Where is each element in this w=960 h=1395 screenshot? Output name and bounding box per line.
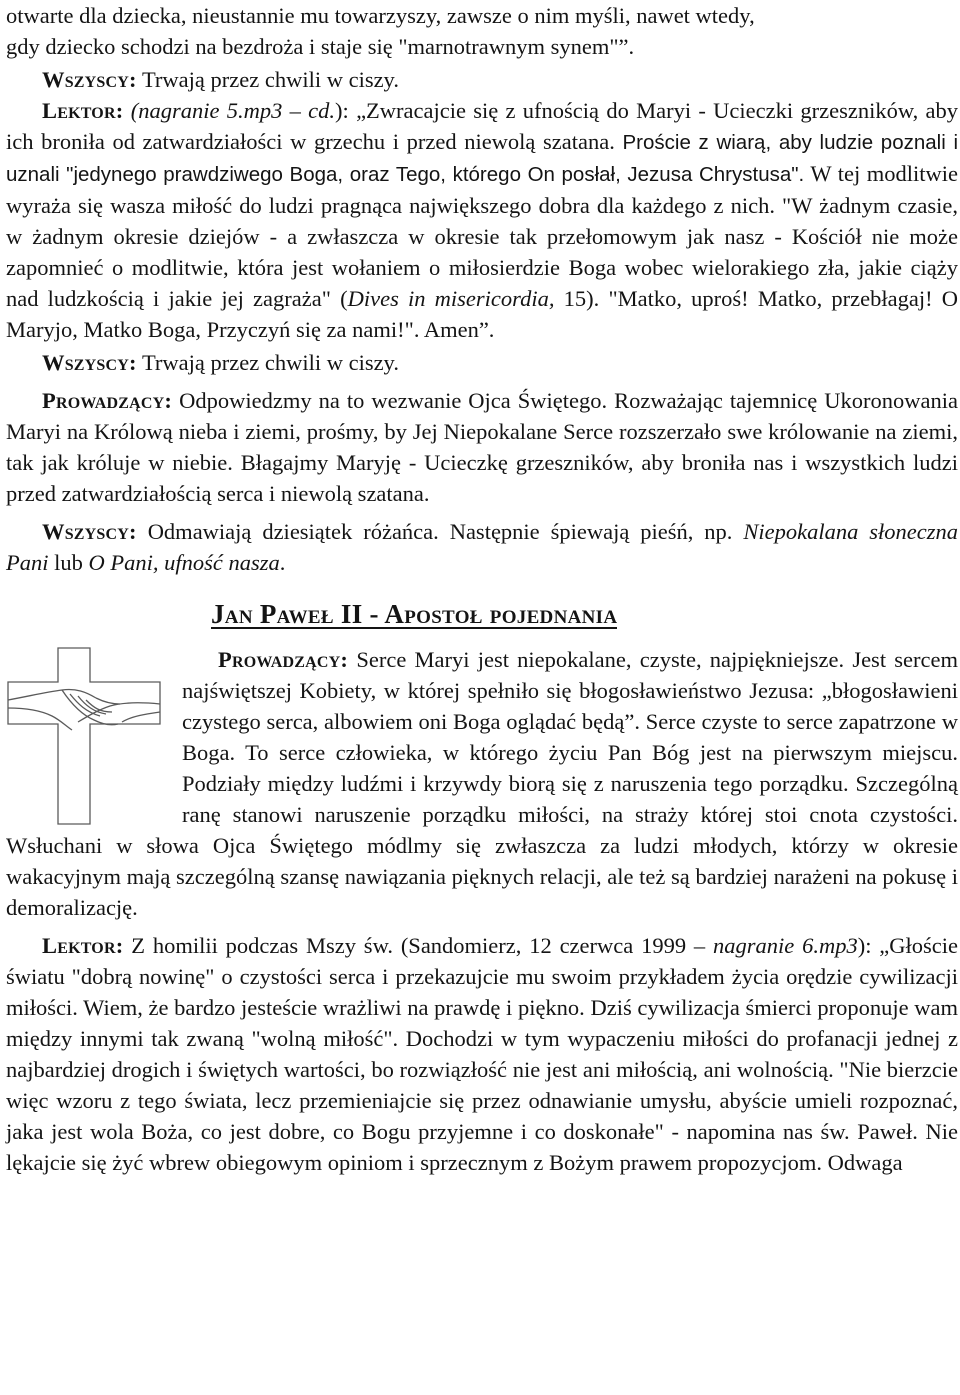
speaker-label: Wszyscy xyxy=(42,350,130,375)
speaker-label: Lektor xyxy=(42,933,116,958)
stage-direction: Trwają przez chwili w ciszy. xyxy=(141,67,399,92)
source-note: Z homilii podczas Mszy św. (Sandomierz, 12 czerwca 1999 – xyxy=(131,933,706,958)
song-separator: lub xyxy=(54,550,83,575)
all-silence-1: Wszyscy: Trwają przez chwili w ciszy. xyxy=(42,67,399,92)
speaker-label: Prowadzący xyxy=(218,647,341,672)
reader-paragraph: Lektor: (nagranie 5.mp3 – cd.): „Zwracajcie się z ufnością do Maryi - Ucieczki grzeszników, aby ich broniła od zatwardziałości w grzechu i przed niewolą szatana. Proście z wiarą, aby ludzie poznali i uznali "jedynego prawdziwego Boga, oraz Tego, którego On posłał, Jezusa Chrystusa". W tej modlitwie wyraża się wasza miłość do ludzi pragnąca największego dobra dla każdego z nich. "W żadnym czasie, w żadnym okresie dziejów - a zwłaszcza w okresie tak przełomowym jak nasz - Kościół nie może zapomnieć o modlitwie, która jest wołaniem o miłosierdzie Boga wobec wielorakiego zła, jakie ciąży nad ludzkością i jakie jej zagraża" (Dives in misericordia, 15). "Matko, uproś! Matko, przebłagaj! O Maryjo, Matko Boga, Przyczyń się za nami!". Amen”. xyxy=(6,98,959,342)
intro-paragraph xyxy=(6,0,958,62)
recording-note: nagranie 6.mp3 xyxy=(713,933,858,958)
stage-direction: Trwają przez chwili w ciszy. xyxy=(141,350,399,375)
quote-part-3: W tej modlitwie wyraża się wasza miłość do ludzi pragnąca największego dobra dla każdego z nich. "W żadnym czasie, w żadnym okresie dziejów - a zwłaszcza w okresie tak przełomowym jak nasz - Kościół nie może zapomnieć o modlitwie, która jest wołaniem o miłosierdzie Boga wobec wielorakiego zła, jakie ciąży nad ludzkością i jakie jej zagraża" ( xyxy=(6,161,958,311)
leader-paragraph-2: Prowadzący: Serce Maryi jest niepokalane, czyste, najpiękniejsze. Jest sercem najświętszej Kobiety, w której spełniło się błogosławieństwo Jezusa: „błogosławieni czystego serca, albowiem oni Boga oglądać będą”. Serce czyste to serce zapatrzone w Boga. To serce człowieka, w którego życiu Pan Bóg jest na pierwszym miejscu. Podziały między ludźmi i krzywdy biorą się z naruszenia tego porządku. Szczególną ranę stanowi naruszenie porządku miłości, na straży której stoi cnota czystości. Wsłuchani w słowa Ojca Świętego módlmy się zwłaszcza za ludzi młodych, którzy w okresie wakacyjnym mają szczególną szansę nawiązania pięknych relacji, ale też są bardziej narażeni na pokusę i demoralizację. xyxy=(6,647,958,920)
quote-part-4: 15). "Matko, uproś! Matko, przebłagaj! O Maryjo, Matko Boga, Przyczyń się za nami!". Amen”. xyxy=(6,286,959,342)
recording-note: (nagranie 5.mp3 – cd. xyxy=(130,98,336,123)
leader-paragraph: Prowadzący: Odpowiedzmy na to wezwanie Ojca Świętego. Rozważając tajemnicę Ukoronowania Maryi na Królową nieba i ziemi, prośmy, by Jej Niepokalane Serce rozszerzało swe królowanie na ziemi, tak jak króluje w niebie. Błagajmy Maryję - Ucieczkę grzeszników, aby broniła nas i wszystkich ludzi przed zatwardziałością serca i niewolą szatana. xyxy=(6,388,959,506)
stage-direction: Odmawiają dziesiątek różańca. Następnie śpiewają pieśń, np. xyxy=(147,519,733,544)
speaker-label: Lektor xyxy=(42,98,116,123)
song-title-1: Niepokalana słoneczna Pani xyxy=(6,519,959,575)
speaker-label: Prowadzący xyxy=(42,388,165,413)
section-title-text: Jan Paweł II - Apostoł pojednania xyxy=(211,599,618,629)
all-rosary-paragraph: Wszyscy: Odmawiają dziesiątek różańca. Następnie śpiewają pieśń, np. Niepokalana słoneczna Pani lub O Pani, ufność nasza. xyxy=(6,519,959,575)
intro-line-1: otwarte dla dziecka, nieustannie mu towarzyszy, zawsze o nim myśli, nawet wtedy, xyxy=(6,3,755,28)
leader-text: Serce Maryi jest niepokalane, czyste, najpiękniejsze. Jest sercem najświętszej Kobiety, w której spełniło się błogosławieństwo Jezusa: „błogosławieni czystego serca, albowiem oni Boga oglądać będą”. Serce czyste to serce zapatrzone w Boga. To serce człowieka, w którego życiu Pan Bóg jest na pierwszym miejscu. Podziały między ludźmi i krzywdy biorą się z naruszenia tego porządku. Szczególną ranę stanowi naruszenie porządku miłości, na straży której stoi cnota czystości. Wsłuchani w słowa Ojca Świętego módlmy się zwłaszcza za ludzi młodych, którzy w okresie wakacyjnym mają szczególną szansę nawiązania pięknych relacji, ale też są bardziej narażeni na pokusę i demoralizację. xyxy=(6,647,958,920)
leader-text: Odpowiedzmy na to wezwanie Ojca Świętego. Rozważając tajemnicę Ukoronowania Maryi na Królową nieba i ziemi, prośmy, by Jej Niepokalane Serce rozszerzało swe królowanie na ziemi, tak jak króluje w niebie. Błagajmy Maryję - Ucieczkę grzeszników, aby broniła nas i wszystkich ludzi przed zatwardziałością serca i niewolą szatana. xyxy=(6,388,959,506)
speaker-label: Wszyscy xyxy=(42,519,130,544)
encyclical-title: Dives in misericordia, xyxy=(347,286,555,311)
cross-handshake-icon xyxy=(0,642,176,826)
homily-quote: ): „Głoście światu "dobrą nowinę" o czystości serca i przekazujcie mu swoim przykładem życia orędzie cywilizacji miłości. Wiem, że bardzo jesteście wrażliwi na prawdę i piękno. Dziś cywilizacja śmierci proponuje wam między innymi tak zwaną "wolną miłość". Dochodzi w tym wypaczeniu miłości do profanacji jednej z najbardziej drogich i świętych wartości, bo rozwiązłość nie jest ani miłością, ani wolnością. "Nie bierzcie więc wzoru z tego świata, lecz przemieniajcie się przez odnawianie umysłu, abyście umieli rozpoznać, jaka jest wola Boża, co jest dobre, co Bogu przyjemne i co doskonałe" - napomina nas św. Paweł. Nie lękajcie się żyć wbrew obiegowym opiniom i sprzecznym z Bożym prawem propozycjom. Odwaga xyxy=(6,933,958,1175)
intro-line-2: gdy dziecko schodzi na bezdroża i staje się "marnotrawnym synem"”. xyxy=(6,34,635,59)
quote-part-2: Proście z wiarą, aby ludzie poznali i uznali "jedynego prawdziwego Boga, oraz Tego, którego On posłał, Jezusa Chrystusa". xyxy=(6,131,958,186)
all-silence-2: Wszyscy: Trwają przez chwili w ciszy. xyxy=(42,350,399,375)
speaker-label: Wszyscy xyxy=(42,67,130,92)
quote-part-1: ): „Zwracajcie się z ufnością do Maryi - Ucieczki grzeszników, aby ich broniła od zatwardziałości w grzechu i przed niewolą szatana. xyxy=(6,98,959,154)
reader-paragraph-2: Lektor: Z homilii podczas Mszy św. (Sandomierz, 12 czerwca 1999 – nagranie 6.mp3): „Głoście światu "dobrą nowinę" o czystości serca i przekazujcie mu swoim przykładem życia orędzie cywilizacji miłości. Wiem, że bardzo jesteście wrażliwi na prawdę i piękno. Dziś cywilizacja śmierci proponuje wam między innymi tak zwaną "wolną miłość". Dochodzi w tym wypaczeniu miłości do profanacji jednej z najbardziej drogich i świętych wartości, bo rozwiązłość nie jest ani miłością, ani wolnością. "Nie bierzcie więc wzoru z tego świata, lecz przemieniajcie się przez odnawianie umysłu, abyście umieli rozpoznać, jaka jest wola Boża, co jest dobre, co Bogu przyjemne i co doskonałe" - napomina nas św. Paweł. Nie lękajcie się żyć wbrew obiegowym opiniom i sprzecznym z Bożym prawem propozycjom. Odwaga xyxy=(6,933,958,1175)
section-title xyxy=(6,598,958,630)
song-title-2: O Pani, ufność nasza xyxy=(88,550,280,575)
document-page xyxy=(6,0,958,1178)
